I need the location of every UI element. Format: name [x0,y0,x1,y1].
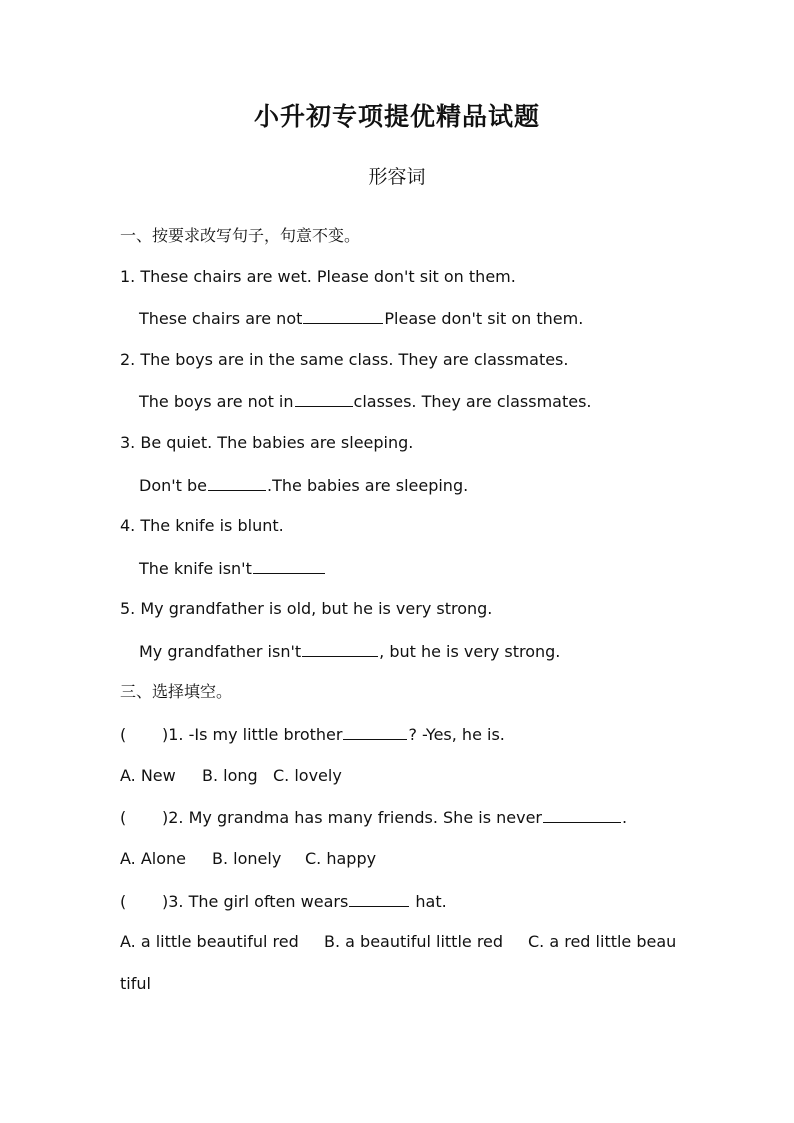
q1-rewrite-before: These chairs are not [139,309,303,328]
q3-rewrite-after: .The babies are sleeping. [267,476,469,495]
page-subtitle: 形容词 [368,166,426,188]
mc3-options-wrap: tiful [120,974,151,993]
mc3-paren[interactable]: ( [120,892,127,911]
q2-rewrite-before: The boys are not in [139,392,294,411]
mc2-text-before: )2. My grandma has many friends. She is never [162,808,542,827]
q1-blank[interactable] [303,307,383,324]
q1-question: 1. These chairs are wet. Please don't sit on them. [120,267,516,286]
q4-rewrite-before: The knife isn't [139,559,252,578]
q5-rewrite-after: , but he is very strong. [379,642,561,661]
q5-rewrite [139,640,560,663]
mc1-option-c[interactable]: C. lovely [273,766,342,785]
mc3-option-a[interactable]: A. a little beautiful red [120,932,299,951]
mc2-blank[interactable] [543,806,621,823]
mc2-text-after: . [622,808,628,827]
mc2-option-c[interactable]: C. happy [305,849,377,868]
mc3-question [120,890,447,913]
mc1-option-a[interactable]: A. New [120,766,176,785]
mc1-blank[interactable] [343,723,407,740]
mc1-text-before: )1. -Is my little brother [162,725,343,744]
mc1-paren[interactable]: ( [120,725,127,744]
q5-rewrite-before: My grandfather isn't [139,642,302,661]
mc3-blank[interactable] [349,890,409,907]
mc3-options [120,931,676,953]
mc3-text-before: )3. The girl often wears [162,892,349,911]
q4-question: 4. The knife is blunt. [120,516,284,535]
mc2-question [120,806,627,829]
q5-blank[interactable] [302,640,378,657]
q3-rewrite [139,474,468,497]
section3-heading: 三、选择填空。 [120,682,233,701]
mc3-option-c[interactable]: C. a red little beau [528,932,677,951]
q3-question: 3. Be quiet. The babies are sleeping. [120,433,414,452]
mc2-options [120,848,376,870]
q2-blank[interactable] [295,390,353,407]
mc1-option-b[interactable]: B. long [202,766,258,785]
q4-blank[interactable] [253,557,325,574]
q1-rewrite [139,307,583,330]
mc2-option-a[interactable]: A. Alone [120,849,186,868]
q1-rewrite-after: Please don't sit on them. [384,309,584,328]
mc2-paren[interactable]: ( [120,808,127,827]
mc1-text-after: ? -Yes, he is. [408,725,505,744]
q2-rewrite [139,390,592,413]
q2-rewrite-after: classes. They are classmates. [353,392,592,411]
q3-blank[interactable] [208,474,266,491]
q3-rewrite-before: Don't be [139,476,208,495]
mc2-option-b[interactable]: B. lonely [212,849,282,868]
q2-question: 2. The boys are in the same class. They are classmates. [120,350,569,369]
mc1-options [120,765,342,787]
section1-heading: 一、按要求改写句子，句意不变。 [120,226,361,245]
q4-rewrite [139,557,326,580]
mc3-option-b[interactable]: B. a beautiful little red [324,932,504,951]
q5-question: 5. My grandfather is old, but he is very strong. [120,599,493,618]
mc1-question [120,723,505,746]
mc3-text-after: hat. [410,892,447,911]
page-title: 小升初专项提优精品试题 [253,102,540,131]
